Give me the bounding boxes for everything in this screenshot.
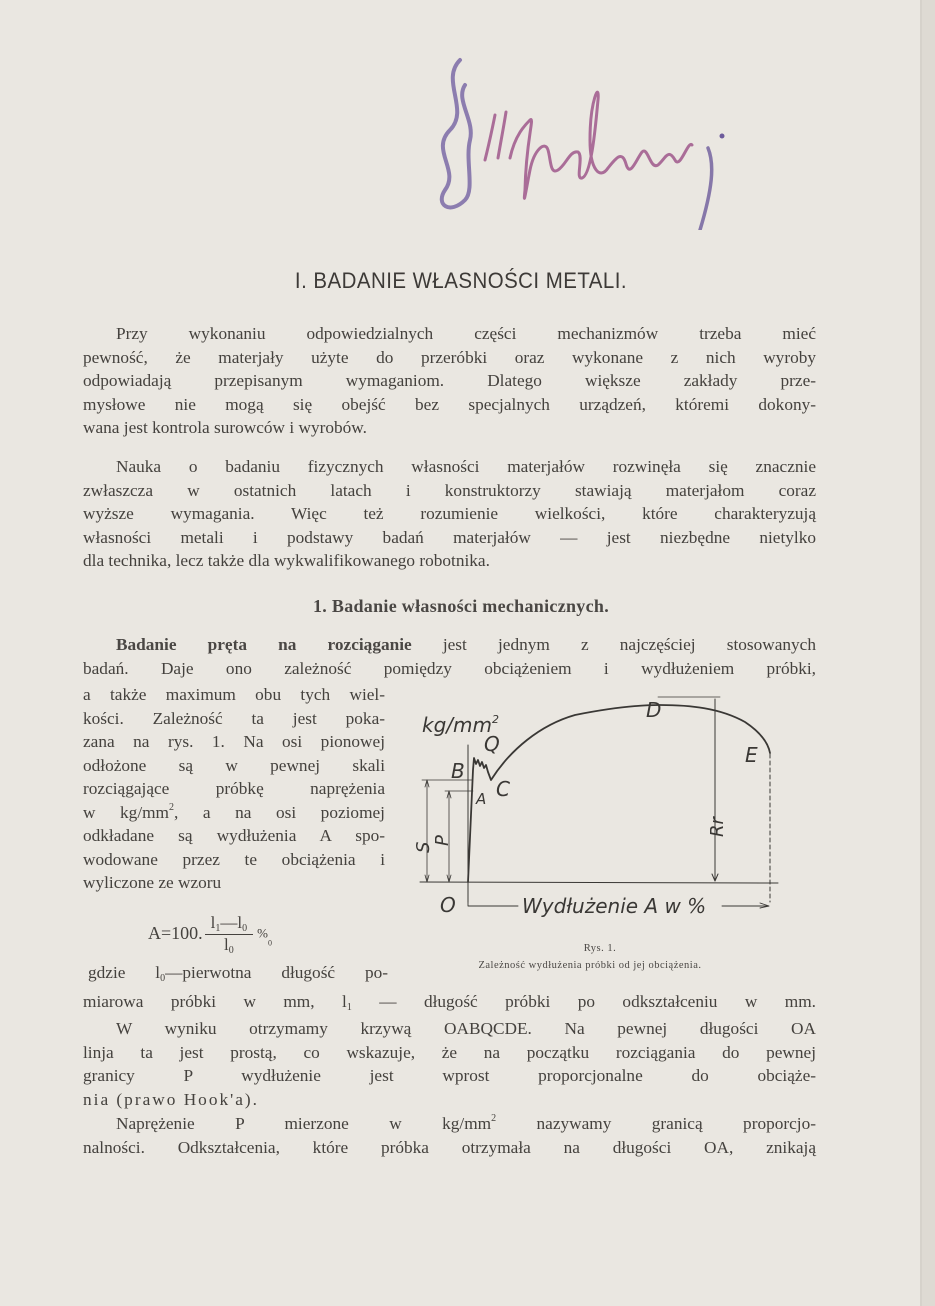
label-c: C [496,777,510,801]
definition-line-1 [88,961,388,985]
line-text: —pierwotna długość po- [165,963,388,982]
superscript: 2 [169,801,174,813]
label-e: E [745,743,758,767]
paragraph-line: zana na rys. 1. Na osi pionowej [83,732,385,751]
signature-dot [720,134,725,139]
paragraph-line: rozciągające próbkę naprężenia [83,779,385,798]
subscript: 1 [215,923,221,934]
line-text: gdzie l [88,963,161,982]
line-text: , a na osi poziomej [174,802,385,822]
paragraph-line [88,961,388,985]
page-edge [922,0,935,1306]
paragraph-line: kości. Zależność ta jest poka- [83,708,385,728]
paragraph-line: wyliczone ze wzoru [83,873,222,892]
subscript: 0 [242,923,248,934]
paragraph-line: nalności. Odkształcenia, które próbka otrzymała na długości OA, znikają [83,1137,816,1157]
line-text: nazywamy granicą proporcjo- [496,1114,816,1133]
paragraph-line [83,990,816,1014]
label-p: P [432,835,453,846]
label-rr: Rr [707,817,728,837]
paragraph-5 [83,1112,816,1159]
x-axis-label: Wydłużenie A w % [522,894,707,918]
signature-tail [700,148,712,230]
origin-label: O [440,893,456,917]
paragraph-3-narrow [83,683,385,895]
paragraph-line: Nauka o badaniu fizycznych własności materjałów rozwinęła się znacznie [116,457,816,476]
formula-lhs: A=100. [148,923,203,943]
formula-fraction [205,912,253,955]
line-text: w kg/mm [83,802,169,822]
definition-line-2 [83,990,816,1014]
signature-strokes [485,92,692,198]
line-text: Naprężenie P mierzone w kg/mm [116,1114,492,1133]
paragraph-line: granicy P wydłużenie jest wprost proporcjonalne do obciąże- [83,1066,816,1085]
x-arrow-head [760,903,769,908]
label-b: B [451,759,465,783]
subscript: 0 [267,938,272,948]
paragraph-line: odpowiadają przepisanym wymaganiom. Dlatego większe zakłady prze- [83,371,816,390]
symbol: l [224,935,229,954]
paragraph-line: wodowane przez te obciążenia i [83,849,385,869]
paragraph-line: zwłaszcza w ostatnich latach i konstruktorzy stawiają materjałom coraz [83,480,816,500]
figure-number: Rys. 1. [583,943,617,954]
signature-initial [442,60,471,207]
line-text: jest jednym z najczęściej stosowanych [411,635,816,654]
label-d: D [646,698,662,722]
label-a: A [476,790,487,808]
paragraph-line: odkładane są wydłużenia A spo- [83,826,385,845]
line-text: — długość próbki po odkształceniu w mm. [351,992,816,1011]
symbol: l [210,913,216,932]
paragraph-line [83,633,816,657]
paragraph-1 [83,322,816,440]
paragraph-line [83,801,385,825]
paragraph-line: odłożone są w pewnej skali [83,755,385,775]
x-axis [420,882,778,883]
paragraph-2 [83,455,816,573]
paragraph-3 [83,633,816,680]
elongation-formula [148,912,272,955]
subscript: 0 [228,945,234,956]
paragraph-line: a także maximum obu tych wiel- [83,685,385,704]
label-q: Q [484,732,500,756]
bold-term: Badanie pręta na rozciąganie [116,635,412,654]
formula-numerator [205,912,253,935]
paragraph-line: nia (prawo Hook'a). [83,1089,259,1109]
paragraph-line: W wyniku otrzymamy krzywą OABQCDE. Na pewnej długości OA [116,1019,816,1038]
superscript: 2 [491,1113,497,1124]
symbol: — [220,913,238,932]
label-s: S [413,841,434,853]
paragraph-line: wana jest kontrola surowców i wyrobów. [83,418,367,437]
paragraph-line: Przy wykonaniu odpowiedzialnych części mechanizmów trzeba mieć [116,324,816,343]
stress-strain-curve [468,705,770,882]
paragraph-line: własności metali i podstawy badań materjałów — jest niezbędne nietylko [83,527,816,547]
paragraph-line: wyższe wymagania. Więc też rozumienie wielkości, które charakteryzują [83,504,816,523]
section-heading: 1. Badanie własności mechanicznych. [312,596,609,616]
paragraph-line: linja ta jest prostą, co wskazuje, że na początku rozciągania do pewnej [83,1042,816,1062]
figure-caption: Zależność wydłużenia próbki od jej obciążenia. [478,960,702,971]
handwritten-signature [430,40,830,230]
paragraph-line [83,1112,816,1136]
paragraph-line: dla technika, lecz także dla wykwalifikowanego robotnika. [83,551,490,570]
stress-strain-diagram [400,680,800,930]
paragraph-line: badań. Daje ono zależność pomiędzy obciążeniem i wydłużeniem próbki, [83,658,816,678]
line-text: miarowa próbki w mm, l [83,992,347,1011]
paragraph-line: pewność, że materjały użyte do przeróbki oraz wykonane z nich wyroby [83,347,816,367]
subscript: 1 [346,1002,352,1013]
paragraph-4 [83,1017,816,1111]
y-axis-label: $kg/mm^2$ [422,713,499,737]
paragraph-line: mysłowe nie mogą się obejść bez specjalnych urządzeń, któremi dokony- [83,394,816,414]
chapter-title: I. BADANIE WŁASNOŚCI METALI. [294,268,628,293]
symbol: l [237,913,243,932]
percent-sign: % [257,925,268,941]
formula-denominator [205,935,253,955]
subscript: 0 [160,973,166,984]
x-arrow-left-bracket [468,902,480,906]
